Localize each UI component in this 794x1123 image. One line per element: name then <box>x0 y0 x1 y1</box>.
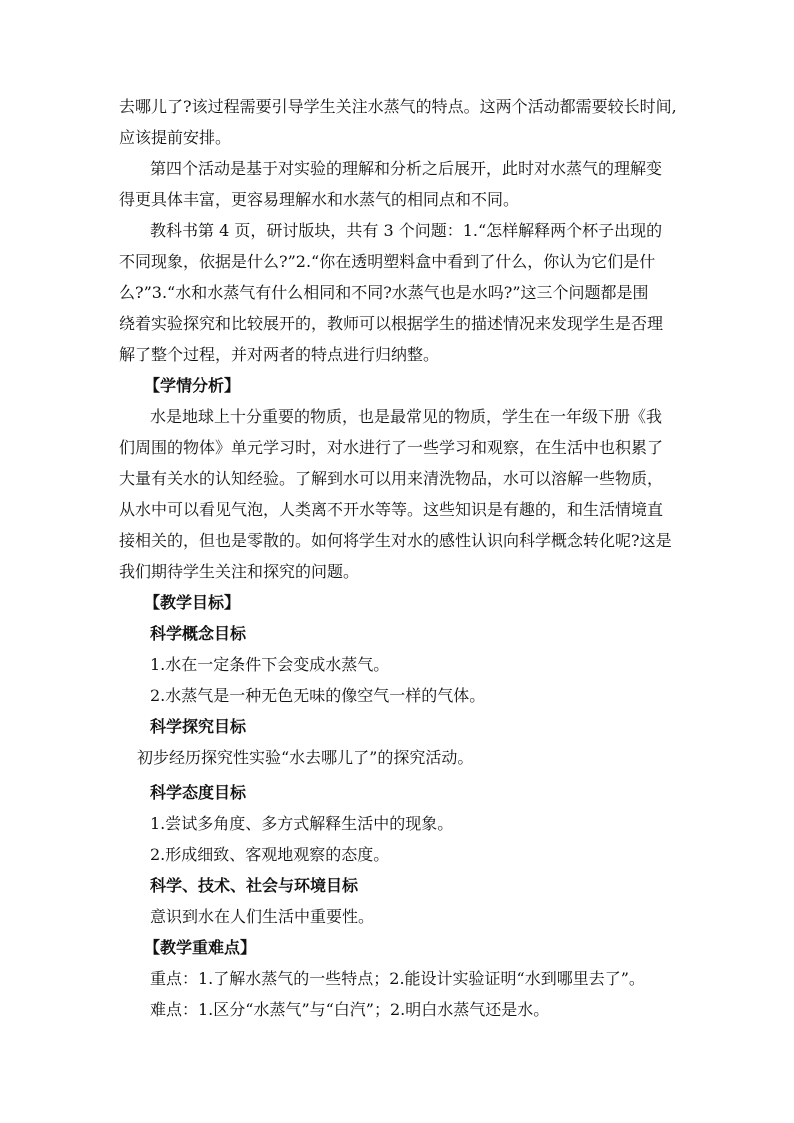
text-line-23: 难点：1.区分“水蒸气”与“白汽”；2.明白水蒸气还是水。 <box>150 1000 550 1019</box>
text-line-1: 去哪儿了?该过程需要引导学生关注水蒸气的特点。这两个活动都需要较长时间, <box>119 97 677 116</box>
text-line-5: 教科书第 4 页，研讨版块，共有 3 个问题：1.“怎样解释两个杯子出现的 <box>150 221 663 240</box>
text-line-14: 接相关的，但也是零散的。如何将学生对水的感性认识向科学概念转化呢?这是 <box>119 531 672 550</box>
text-line-6: 不同现象，依据是什么?”2.“你在透明塑料盒中看到了什么，你认为它们是什 <box>119 252 656 271</box>
text-line-2: 应该提前安排。 <box>119 128 232 147</box>
text-line-18: 初步经历探究性实验“水去哪儿了”的探究活动。 <box>137 748 474 767</box>
text-line-3: 第四个活动是基于对实验的理解和分析之后展开，此时对水蒸气的理解变 <box>150 159 663 178</box>
text-line-10: 水是地球上十分重要的物质，也是最常见的物质，学生在一年级下册《我 <box>150 407 663 426</box>
text-line-9: 解了整个过程，并对两者的特点进行归纳整。 <box>119 345 440 364</box>
text-line-8: 绕着实验探究和比较展开的，教师可以根据学生的描述情况来发现学生是否理 <box>119 314 664 333</box>
text-line-16: 1.水在一定条件下会变成水蒸气。 <box>150 655 390 674</box>
text-line-4: 得更具体丰富，更容易理解水和水蒸气的相同点和不同。 <box>119 190 520 209</box>
text-line-17: 2.水蒸气是一种无色无味的像空气一样的气体。 <box>150 686 486 705</box>
section-heading-learning-analysis: 【学情分析】 <box>144 376 241 395</box>
text-line-20: 2.形成细致、客观地观察的态度。 <box>150 845 390 864</box>
subheading-stse-goals: 科学、技术、社会与环境目标 <box>150 876 359 895</box>
subheading-attitude-goals: 科学态度目标 <box>150 783 247 802</box>
text-line-15: 我们期待学生关注和探究的问题。 <box>119 562 360 581</box>
text-line-19: 1.尝试多角度、多方式解释生活中的现象。 <box>150 814 454 833</box>
text-line-13: 从水中可以看见气泡，人类离不开水等等。这些知识是有趣的，和生活情境直 <box>119 500 664 519</box>
text-line-7: 么?”3.“水和水蒸气有什么相同和不同?水蒸气也是水吗?”这三个问题都是围 <box>119 283 649 302</box>
subheading-inquiry-goals: 科学探究目标 <box>150 717 247 736</box>
section-heading-key-points: 【教学重难点】 <box>144 938 257 957</box>
text-line-21: 意识到水在人们生活中重要性。 <box>150 907 375 926</box>
text-line-12: 大量有关水的认知经验。了解到水可以用来清洗物品，水可以溶解一些物质， <box>119 469 664 488</box>
subheading-concept-goals: 科学概念目标 <box>150 624 247 643</box>
section-heading-teaching-goals: 【教学目标】 <box>144 593 241 612</box>
text-line-22: 重点：1.了解水蒸气的一些特点；2.能设计实验证明“水到哪里去了”。 <box>150 969 645 988</box>
text-line-11: 们周围的物体》单元学习时，对水进行了一些学习和观察，在生活中也积累了 <box>119 438 664 457</box>
